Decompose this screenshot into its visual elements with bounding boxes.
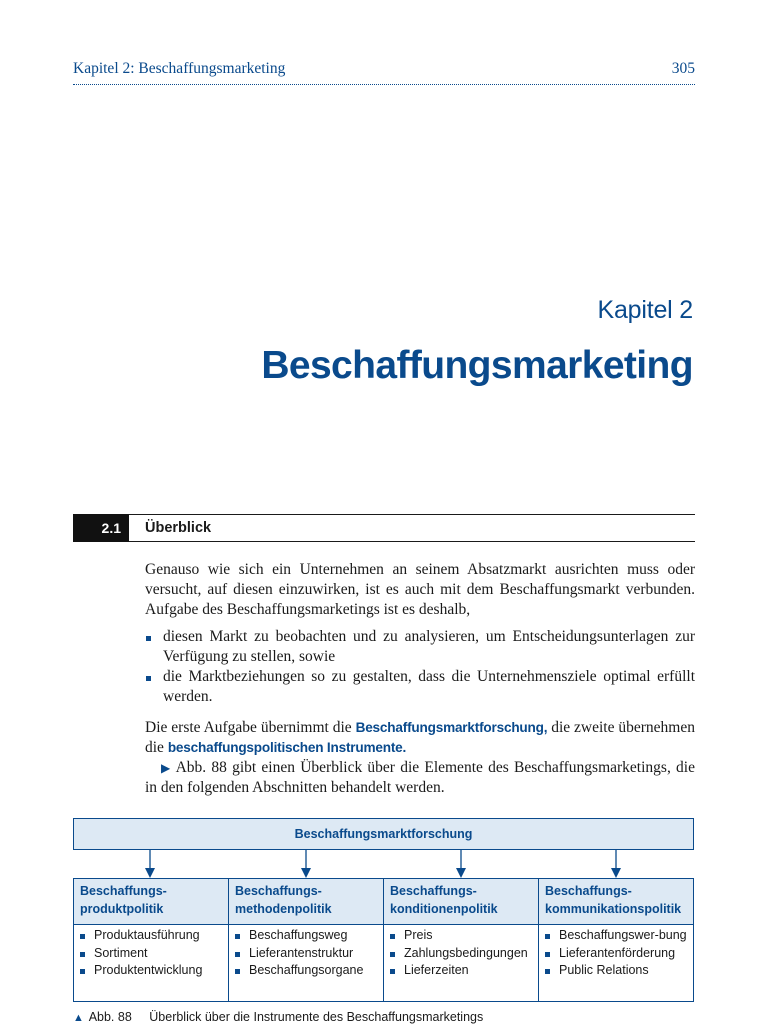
caption-label: Abb. 88	[88, 1010, 132, 1024]
column-heading-line: kommunikationspolitik	[545, 902, 682, 916]
section-number: 2.1	[73, 514, 129, 542]
list-item: Lieferantenstruktur	[235, 945, 377, 963]
section-heading	[73, 514, 695, 542]
list-item: Produktentwicklung	[80, 962, 222, 980]
arrow-down-icon	[455, 850, 467, 878]
list-item: Zahlungsbedingungen	[390, 945, 532, 963]
column-body	[74, 925, 228, 1001]
column-body	[229, 925, 383, 1001]
running-head-chapter: Kapitel 2: Beschaffungsmarketing	[73, 60, 286, 77]
column-heading-line: Beschaffungs-	[545, 884, 632, 898]
column-heading	[229, 879, 383, 925]
paragraph-instruments	[145, 718, 695, 758]
list-item: Lieferzeiten	[390, 962, 532, 980]
keyword-marktforschung: Beschaffungsmarktforschung,	[355, 720, 548, 735]
diagram-column-produktpolitik	[73, 878, 229, 1002]
list-item: Sortiment	[80, 945, 222, 963]
column-heading-line: Beschaffungs-	[80, 884, 167, 898]
list-item: Produktausführung	[80, 927, 222, 945]
column-heading-line: Beschaffungs-	[235, 884, 322, 898]
list-item: Beschaffungswer-bung	[545, 927, 687, 945]
running-head	[73, 60, 695, 85]
paragraph-text: die zweite übernehmen die	[145, 719, 695, 756]
arrow-down-icon	[300, 850, 312, 878]
list-item: Beschaffungsweg	[235, 927, 377, 945]
up-triangle-icon: ▲	[73, 1012, 84, 1024]
diagram-top-box: Beschaffungsmarktforschung	[73, 818, 694, 850]
page-number: 305	[671, 60, 695, 77]
arrow-down-icon	[144, 850, 156, 878]
column-heading-line: konditionenpolitik	[390, 902, 498, 916]
arrow-down-icon	[610, 850, 622, 878]
list-item: Beschaffungsorgane	[235, 962, 377, 980]
column-heading-line: produktpolitik	[80, 902, 164, 916]
paragraph-text: Die erste Aufgabe übernimmt die	[145, 719, 356, 736]
intro-paragraph: Genauso wie sich ein Unternehmen an seinem Absatzmarkt ausrichten muss oder versucht, auf diesen einzuwirken, ist es auch mit dem Beschaffungsmarkt verbunden. Aufgabe des Beschaffungsmarketings ist es deshalb,	[145, 561, 695, 618]
column-heading	[74, 879, 228, 925]
diagram-column-konditionenpolitik	[383, 878, 539, 1002]
column-heading	[384, 879, 538, 925]
list-item: Public Relations	[545, 962, 687, 980]
task-list	[145, 627, 695, 707]
list-item: Lieferantenförderung	[545, 945, 687, 963]
chapter-label: Kapitel 2	[597, 296, 693, 324]
right-triangle-icon: ▶	[161, 761, 172, 775]
diagram-column-methodenpolitik	[228, 878, 384, 1002]
paragraph-text: Abb. 88 gibt einen Überblick über die Elemente des Beschaffungsmarketings, die in den folgenden Abschnitten behandelt werden.	[145, 759, 695, 796]
list-item: diesen Markt zu beobachten und zu analysieren, um Entscheidungsunterlagen zur Verfügung zu stellen, sowie	[145, 627, 695, 667]
figure-caption	[73, 1010, 483, 1024]
column-heading	[539, 879, 693, 925]
paragraph-figure-reference	[145, 758, 695, 798]
column-body	[384, 925, 538, 1001]
list-item: Preis	[390, 927, 532, 945]
section-title: Überblick	[145, 520, 212, 536]
caption-text: Überblick über die Instrumente des Beschaffungsmarketings	[149, 1010, 484, 1024]
diagram-column-kommunikationspolitik	[538, 878, 694, 1002]
column-heading-line: methodenpolitik	[235, 902, 332, 916]
list-item: die Marktbeziehungen so zu gestalten, dass die Unternehmensziele optimal erfüllt werden.	[145, 667, 695, 707]
column-body	[539, 925, 693, 1001]
chapter-title: Beschaffungsmarketing	[261, 344, 693, 387]
column-heading-line: Beschaffungs-	[390, 884, 477, 898]
keyword-instrumente: beschaffungspolitischen Instrumente.	[167, 740, 407, 755]
